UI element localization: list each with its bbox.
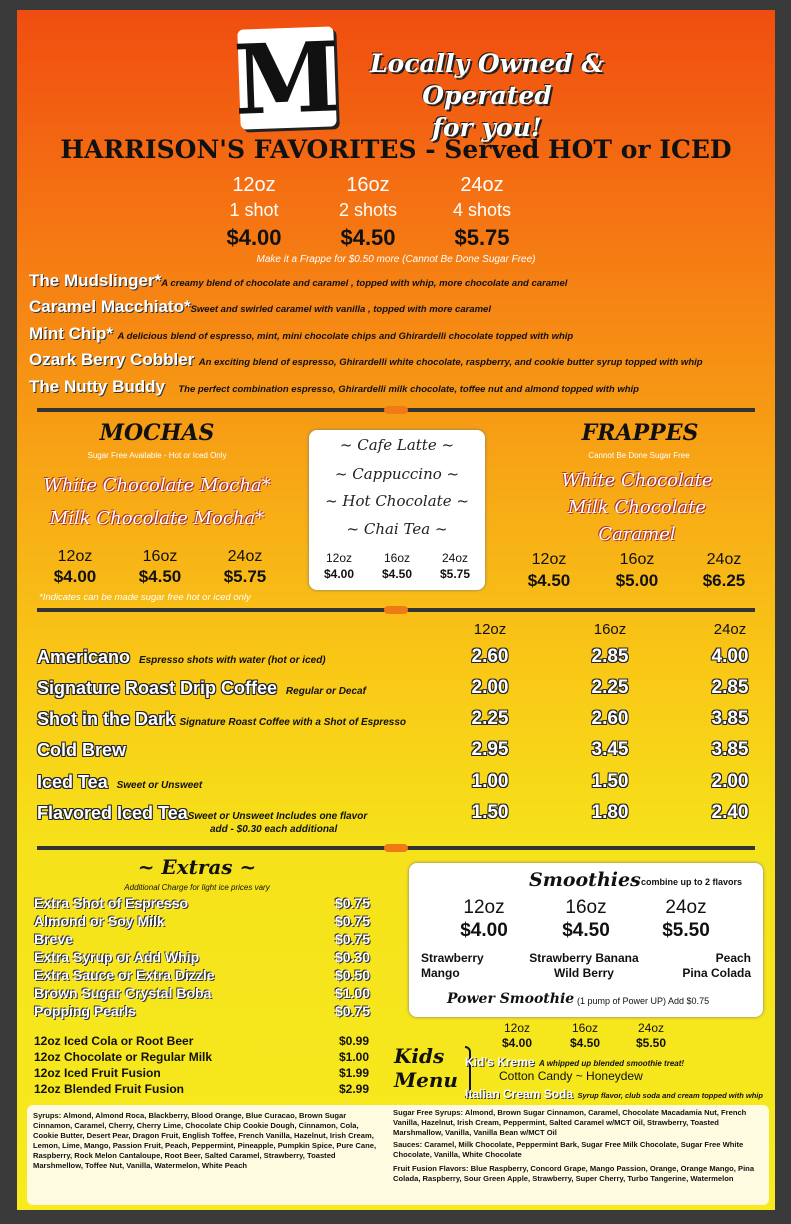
frappe-size: 24oz — [706, 551, 742, 568]
coffee-name: Flavored Iced Tea — [37, 803, 188, 823]
extras-title: ~ Extras ~ — [137, 855, 257, 879]
frappes-note: Cannot Be Done Sugar Free — [588, 451, 690, 460]
latte-price: $5.75 — [439, 567, 471, 581]
extra-row — [34, 985, 370, 1001]
extra-row — [34, 913, 370, 929]
latte-size: 16oz — [383, 551, 411, 565]
extra-name: Breve — [34, 931, 73, 947]
tagline — [337, 48, 637, 144]
frappe-flavor: Caramel — [598, 524, 676, 545]
coffee-price: 2.25 — [471, 708, 509, 729]
coffee-row — [37, 678, 366, 699]
latte-size: 24oz — [441, 551, 469, 565]
coffee-row — [37, 772, 202, 793]
fav-shots-12: 1 shot — [229, 200, 279, 220]
smoothie-price: $4.00 — [460, 920, 508, 941]
fav-item — [29, 271, 567, 291]
coffee-price: 1.50 — [591, 771, 629, 792]
drink-row — [34, 1082, 369, 1096]
frappe-price: $4.50 — [527, 571, 571, 590]
drink-price: $0.99 — [338, 1034, 369, 1048]
fav-price-12: $4.00 — [226, 225, 282, 250]
mocha-size: 12oz — [57, 548, 93, 565]
fav-shots-16: 2 shots — [338, 200, 398, 220]
frappe-price: $6.25 — [702, 571, 746, 590]
extra-price: $0.75 — [334, 913, 370, 929]
extra-name: Extra Shot of Espresso — [34, 895, 189, 911]
coffee-row — [37, 740, 126, 761]
frappes-title: FRAPPES — [581, 420, 699, 446]
kids-kreme-name: Kid's Kreme — [465, 1055, 535, 1069]
mocha-footnote: *Indicates can be made sugar free hot or iced only — [39, 592, 251, 603]
fav-item-desc: The perfect combination espresso, Ghirardelli milk chocolate, toffee nut and almond topped with whip — [178, 384, 639, 395]
smoothie-size: 16oz — [565, 897, 607, 918]
smoothie-flavor: Wild Berry — [554, 966, 614, 980]
mocha-flavor: Milk Chocolate Mocha* — [49, 508, 265, 529]
coffee-price: 2.60 — [471, 646, 509, 667]
mocha-size: 24oz — [227, 548, 263, 565]
kids-price: $4.00 — [501, 1036, 533, 1050]
fav-item-name: Ozark Berry Cobbler — [29, 350, 195, 369]
extra-row — [34, 895, 370, 911]
extra-name: Brown Sugar Crystal Boba — [34, 985, 212, 1001]
coffee-row — [37, 709, 406, 730]
smoothie-size: 12oz — [463, 897, 505, 918]
coffee-price: 1.50 — [471, 802, 509, 823]
extra-price: $1.00 — [334, 985, 370, 1001]
coffee-price: 2.25 — [591, 677, 629, 698]
coffee-price: 4.00 — [711, 646, 749, 667]
fav-item-desc: A creamy blend of chocolate and caramel , topped with whip, more chocolate and caramel — [161, 278, 568, 289]
coffee-price: 3.45 — [591, 739, 629, 760]
extra-price: $0.75 — [334, 931, 370, 947]
extra-name: Almond or Soy Milk — [34, 913, 165, 929]
fine-print-box — [27, 1105, 769, 1205]
drink-name: 12oz Iced Cola or Root Beer — [34, 1034, 194, 1048]
kids-size: 24oz — [637, 1021, 665, 1035]
kids-title-1: Kids — [394, 1044, 445, 1068]
coffee-name: Cold Brew — [37, 740, 127, 760]
smoothie-flavor: Strawberry — [421, 951, 484, 965]
coffee-size-header: 16oz — [593, 621, 627, 638]
fav-size-16: 16oz — [346, 174, 390, 196]
smoothie-flavor: Peach — [715, 951, 751, 965]
divider-dot — [384, 606, 408, 614]
smoothie-price: $4.50 — [562, 920, 610, 941]
extra-name: Popping Pearls — [34, 1003, 136, 1019]
coffee-price: 2.85 — [591, 646, 629, 667]
kids-size: 16oz — [571, 1021, 599, 1035]
latte-box — [309, 430, 485, 590]
smoothies-title: Smoothies — [529, 869, 641, 891]
fruit-fusion-list: Fruit Fusion Flavors: Blue Raspberry, Concord Grape, Mango Passion, Orange, Orange Mango, Pina Colada, Raspberry, Sour Green Apple, Strawberry, Super Cherry, Turbo Tangerine, Watermelon — [393, 1164, 755, 1183]
smoothie-flavor: Strawberry Banana — [529, 951, 639, 965]
drink-price: $1.00 — [338, 1050, 369, 1064]
fav-item — [29, 324, 573, 344]
fav-item-desc: A delicious blend of espresso, mint, mini chocolate chips and Ghirardelli chocolate topped with whip — [117, 331, 574, 342]
fav-price-16: $4.50 — [340, 225, 396, 250]
extras-note: Additional Charge for light ice prices vary — [124, 883, 270, 892]
coffee-price: 3.85 — [711, 708, 749, 729]
fav-shots-24: 4 shots — [452, 200, 512, 220]
coffee-desc: Sweet or Unsweet Includes one flavor — [187, 811, 368, 822]
extra-name: Extra Sauce or Extra Dizzle — [34, 967, 215, 983]
smoothies-box — [409, 863, 763, 1017]
coffee-row — [37, 647, 326, 668]
mocha-size: 16oz — [142, 548, 178, 565]
drink-price: $2.99 — [338, 1082, 369, 1096]
coffee-name: Signature Roast Drip Coffee — [37, 678, 278, 698]
smoothies-note: combine up to 2 flavors — [641, 877, 743, 887]
power-smoothie-title: Power Smoothie — [447, 991, 575, 1007]
drink-row — [34, 1050, 369, 1064]
fav-item-name: Mint Chip* — [29, 324, 114, 343]
coffee-desc: Espresso shots with water (hot or iced) — [138, 655, 326, 666]
fav-size-24: 24oz — [460, 174, 504, 196]
favorites-title: HARRISON'S FAVORITES - Served HOT or ICED — [60, 135, 732, 164]
fav-item — [29, 297, 491, 317]
frappe-flavor: White Chocolate — [561, 470, 713, 491]
coffee-desc: Signature Roast Coffee with a Shot of Espresso — [179, 717, 406, 728]
mocha-flavor: White Chocolate Mocha* — [43, 475, 271, 496]
coffee-size-header: 24oz — [713, 621, 747, 638]
coffee-name: Shot in the Dark — [37, 709, 176, 729]
extra-row — [34, 931, 370, 947]
extra-price: $0.50 — [334, 967, 370, 983]
mocha-price: $4.50 — [138, 567, 182, 586]
kids-kreme-desc: A whipped up blended smoothie treat! — [539, 1059, 685, 1068]
extra-name: Extra Syrup or Add Whip — [34, 949, 200, 965]
coffee-price: 2.85 — [711, 677, 749, 698]
fav-item-name: The Mudslinger* — [29, 271, 162, 290]
fav-item-name: The Nutty Buddy — [29, 377, 165, 396]
frappe-size: 12oz — [531, 551, 567, 568]
latte-item: ~ Hot Chocolate ~ — [325, 492, 469, 510]
menu-poster — [17, 10, 775, 1210]
latte-price: $4.00 — [323, 567, 355, 581]
coffee-price: 1.00 — [471, 771, 509, 792]
fav-price-24: $5.75 — [454, 225, 510, 250]
fav-item-name: Caramel Macchiato* — [29, 297, 191, 316]
latte-size: 12oz — [325, 551, 353, 565]
kids-price: $5.50 — [635, 1036, 667, 1050]
extra-row — [34, 949, 370, 965]
fav-item-desc: An exciting blend of espresso, Ghirardelli white chocolate, raspberry, and cookie butter syrup topped with whip — [198, 357, 703, 368]
mocha-price: $4.00 — [53, 567, 97, 586]
smoothie-flavor: Pina Colada — [682, 966, 751, 980]
extra-row — [34, 1003, 370, 1019]
coffee-row — [37, 803, 367, 824]
power-smoothie-note: (1 pump of Power UP) Add $0.75 — [577, 996, 710, 1006]
fav-item — [29, 377, 639, 397]
fav-item — [29, 350, 703, 370]
kids-soda-name: Italian Cream Soda — [465, 1087, 574, 1101]
latte-item: ~ Cafe Latte ~ — [339, 436, 455, 454]
kids-title — [394, 1044, 458, 1092]
extra-row — [34, 967, 370, 983]
fav-item-desc: Sweet and swirled caramel with vanilla , topped with more caramel — [190, 304, 491, 315]
drink-name: 12oz Iced Fruit Fusion — [34, 1066, 161, 1080]
coffee-price: 2.60 — [591, 708, 629, 729]
kids-soda — [465, 1085, 763, 1103]
kids-price: $4.50 — [569, 1036, 601, 1050]
extra-price: $0.75 — [334, 895, 370, 911]
frappe-price: $5.00 — [615, 571, 659, 590]
mochas-note: Sugar Free Available - Hot or Iced Only — [87, 451, 227, 460]
frappe-flavor: Milk Chocolate — [567, 497, 707, 518]
mocha-price: $5.75 — [223, 567, 267, 586]
latte-item: ~ Chai Tea ~ — [346, 520, 448, 538]
coffee-price: 2.40 — [711, 802, 749, 823]
coffee-price: 2.00 — [711, 771, 749, 792]
kids-size: 12oz — [503, 1021, 531, 1035]
drink-row — [34, 1034, 369, 1048]
frappe-size: 16oz — [619, 551, 655, 568]
latte-item: ~ Cappuccino ~ — [334, 465, 460, 483]
latte-price: $4.50 — [381, 567, 413, 581]
coffee-desc: Sweet or Unsweet — [116, 780, 203, 791]
kids-soda-desc: Syrup flavor, club soda and cream topped with whip — [577, 1091, 763, 1100]
tagline-line-1: Locally Owned & Operated — [369, 49, 605, 110]
extra-price: $0.75 — [334, 1003, 370, 1019]
sauces-list: Sauces: Caramel, Milk Chocolate, Peppermint Bark, Sugar Free Milk Chocolate, Sugar Free White Chocolate, Vanilla, White Chocolate — [393, 1140, 744, 1159]
fav-size-12: 12oz — [232, 174, 276, 196]
kids-kreme-flavors: Cotton Candy ~ Honeydew — [499, 1069, 643, 1083]
tagline-line-2: for you! — [432, 113, 542, 142]
smoothie-price: $5.50 — [662, 920, 710, 941]
extra-price: $0.30 — [334, 949, 370, 965]
divider-dot — [384, 406, 408, 414]
drink-name: 12oz Chocolate or Regular Milk — [34, 1050, 213, 1064]
coffee-name: Americano — [37, 647, 131, 667]
divider-dot — [384, 844, 408, 852]
coffee-desc-2: add - $0.30 each additional — [210, 824, 338, 835]
coffee-size-header: 12oz — [473, 621, 507, 638]
kids-title-2: Menu — [394, 1068, 458, 1092]
coffee-name: Iced Tea — [37, 772, 108, 792]
drink-row — [34, 1066, 369, 1080]
drink-price: $1.99 — [338, 1066, 369, 1080]
logo-letter: M — [231, 19, 343, 137]
coffee-price: 2.95 — [471, 739, 509, 760]
smoothie-size: 24oz — [665, 897, 707, 918]
drink-name: 12oz Blended Fruit Fusion — [34, 1082, 185, 1096]
smoothie-flavor: Mango — [421, 966, 460, 980]
coffee-desc: Regular or Decaf — [285, 686, 366, 697]
frappe-note: Make it a Frappe for $0.50 more (Cannot Be Done Sugar Free) — [256, 254, 536, 265]
coffee-price: 1.80 — [591, 802, 629, 823]
coffee-price: 3.85 — [711, 739, 749, 760]
mochas-title: MOCHAS — [99, 420, 215, 446]
syrups-list: Syrups: Almond, Almond Roca, Blackberry, Blood Orange, Blue Curacao, Brown Sugar Cinnamon, Caramel, Cherry, Cherry Lime, Chocolate Chip Cookie Dough, Cinnamon, Cola, Cookie Butter, Desert Pear, Dragon Fruit, English Toffee, French Vanilla, Hazelnut, Irish Cream, Lemon, Lime, Mango, Passion Fruit, Peach, Peppermint, Pineapple, Pumpkin Spice, Pure Cane, Raspberry, Rock Melon Cantaloupe, Root Beer, Salted Caramel, Strawberry, Toasted Marshmellow, Toffee Nut, Vanilla, Watermelon, White Peach — [33, 1111, 377, 1170]
sugar-free-syrups-list: Sugar Free Syrups: Almond, Brown Sugar Cinnamon, Caramel, Chocolate Macadamia Nut, French Vanilla, Hazelnut, Irish Cream, Peppermint, Salted Caramel w/MCT Oil, Strawberry, Toasted Marshmallow, Vanilla, Vanilla Bean w/MCT Oil — [393, 1108, 747, 1137]
coffee-price: 2.00 — [471, 677, 509, 698]
